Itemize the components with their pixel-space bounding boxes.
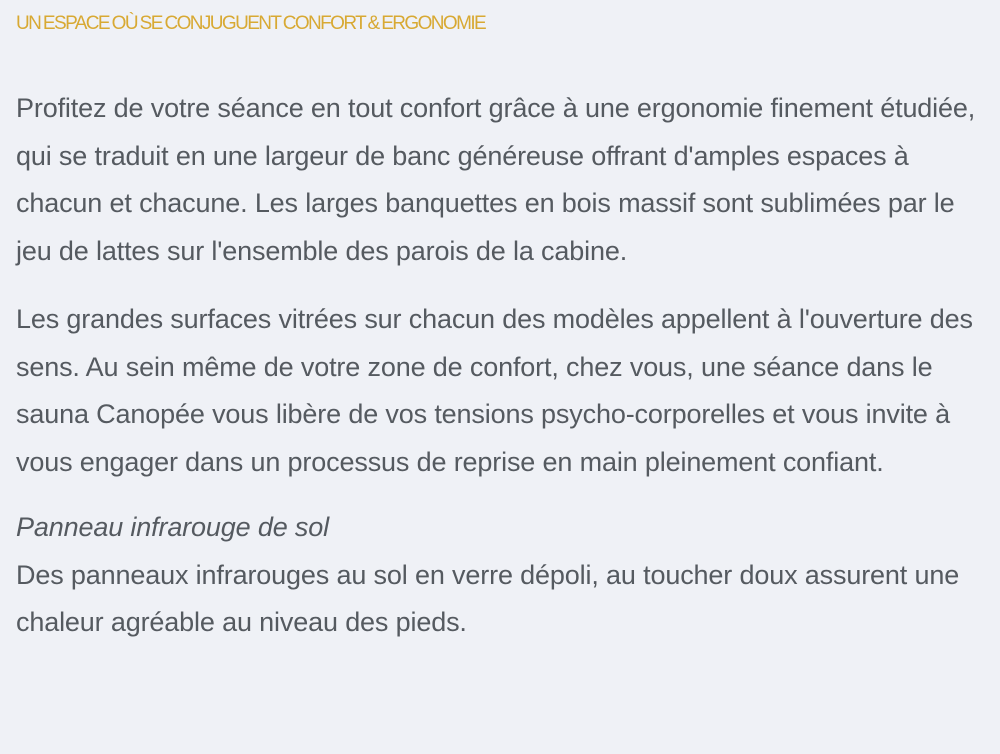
feature-text: Des panneaux infrarouges au sol en verre dépoli, au toucher doux assurent une chaleur agréable au niveau des pieds. [16,559,960,637]
paragraph-glass-surfaces: Les grandes surfaces vitrées sur chacun des modèles appellent à l'ouverture des sens. Au sein même de votre zone de confort, chez vous, une séance dans le sauna Canopée vous libère de vos tensions psycho-corporelles et vous invite à vous engager dans un processus de reprise en main pleinement confiant. [16,304,973,477]
section-heading: UN ESPACE OÙ SE CONJUGUENT CONFORT & ERGONOMIE [16,13,486,34]
feature-title: Panneau infrarouge de sol [16,512,329,542]
paragraph-comfort: Profitez de votre séance en tout confort grâce à une ergonomie finement étudiée, qui se traduit en une largeur de banc généreuse offrant d'amples espaces à chacun et chacune. Les larges banquettes en bois massif sont sublimées par le jeu de lattes sur l'ensemble des parois de la cabine. [16,93,976,266]
feature-block [16,504,984,647]
